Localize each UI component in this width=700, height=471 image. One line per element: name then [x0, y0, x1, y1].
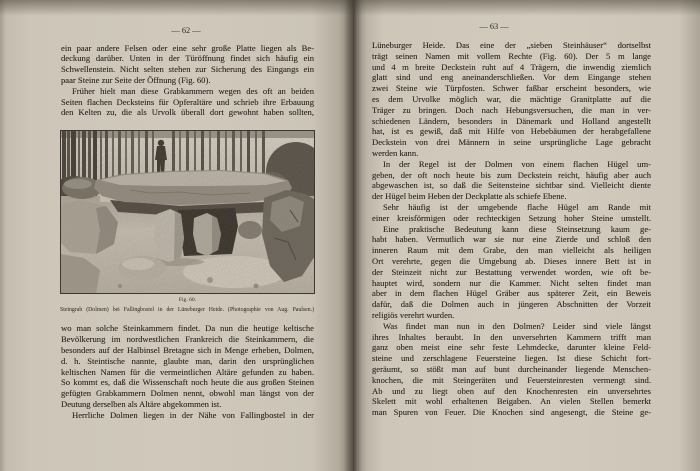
text-line: man Spuren von Feuer. Die Knochen sind angesengt, die Steine ge-	[372, 407, 651, 418]
text-line: hauptet wird, sondern nur die Kammer. Nicht selten findet man	[372, 277, 651, 288]
text-line: einer kreisförmigen oder rechteckigen Setzung hoher Steine umstellt.	[372, 212, 651, 223]
text-line: Bevölkerung im nordwestlichen Frankreich die Steinkammern, die	[61, 334, 314, 345]
text-line: Eine praktische Bedeutung kann diese Steinsetzung kaum ge-	[383, 223, 651, 234]
text-line: inneren Raum mit dem Grabe, den man vielleicht als heiligen	[372, 245, 651, 256]
dolmen-photograph	[60, 130, 315, 294]
text-line: und 4 m breite Deckstein ruht auf 4 Trägern, die inwendig ziemlich	[372, 61, 651, 72]
photo-print-texture	[60, 130, 315, 294]
text-line: Was findet man nun in den Dolmen? Leider sind viele längst	[383, 320, 651, 331]
right-text	[372, 40, 651, 418]
text-line: trägt seinen Namen mit vollem Rechte (Fig. 60). Der 5 m lange	[372, 50, 651, 61]
text-line: Ort verehrte, gegen die Umgebung ab. Dieses innere Bett ist in	[372, 255, 651, 266]
text-line: d. h. Steintische nannte, glaubte man, darin den ursprünglichen	[61, 355, 314, 366]
page-number-right: — 63 —	[479, 22, 509, 31]
text-line: Früher hielt man diese Grabkammern wegen des oft an beiden	[72, 85, 314, 96]
text-line: es dem Urvolke möglich war, die mächtige Granitplatte auf die	[372, 93, 651, 104]
figure-caption: Steingrab (Dolmen) bei Fallingbostel in der Lüneburger Heide. (Photographie von Aug. Paulsen.)	[60, 307, 314, 313]
text-line: dafür, daß die Dolmen auch in jüngeren Abschnitten der Vorzeit	[372, 299, 651, 310]
text-line: steine und zerschlagene Feuersteine liegen. Ist diese Schicht fort-	[372, 353, 651, 364]
text-line: habt haben. Vermutlich war sie nur eine Zierde und schloß den	[372, 234, 651, 245]
text-line: abgewaschen ist, so daß die Seitensteine sichtbar sind. Vielleicht diente	[372, 180, 651, 191]
text-line: der Steinzeit nicht zur Bestattung verwendet worden, wie oft be-	[372, 266, 651, 277]
text-line: den Kelten zu, die als Urvolk überall dort gewohnt haben sollten,	[61, 107, 314, 118]
text-line: ganz oben meist eine sehr feste Lehmdecke, darunter kleine Feld-	[372, 342, 651, 353]
text-line: werden kann.	[372, 147, 419, 158]
book-gutter	[344, 0, 362, 471]
text-line: Seiten flachen Decksteins für Opferaltäre und schrieb ihre Erbauung	[61, 96, 314, 107]
text-line: ihres Inhaltes beraubt. In den unversehrten Kammern trifft man	[372, 331, 651, 342]
text-line: keltischen Namen für die vermeintlichen Altäre gefunden zu haben.	[61, 366, 314, 377]
text-line: der Hügel beim Heben der Deckplatte als schiefe Ebene.	[372, 191, 567, 202]
text-line: In der Regel ist der Dolmen von einem flachen Hügel um-	[383, 158, 651, 169]
text-line: ein paar andere Felsen oder eine sehr große Platte liegen als Be-	[61, 42, 314, 53]
text-line: geräumt, so stößt man auf bunt durcheinander liegende Menschen-	[372, 363, 651, 374]
text-line: Sehr häufig ist der umgebende flache Hügel am Rande mit	[383, 201, 651, 212]
text-line: Ab und zu liegt oben auf den Knochenresten ein unversehrtes	[372, 385, 651, 396]
text-line: besonders auf der Halbinsel Bretagne sich in Menge erheben, Dolmen,	[61, 344, 314, 355]
text-line: Herrliche Dolmen liegen in der Nähe von Fallingbostel in der	[72, 409, 314, 420]
text-line: Deckstein von drei Männern in seine ursprüngliche Lage gebracht	[372, 137, 651, 148]
text-line: glatt sind und eng aneinanderschließen. Vor dem Eingange stehen	[372, 72, 651, 83]
left-text-before-figure	[61, 43, 314, 119]
left-text-after-figure	[61, 323, 314, 420]
text-line: Lüneburger Heide. Das eine der „sieben Steinhäuser“ dortselbst	[372, 40, 651, 50]
text-line: Skelett mit wohl erhaltenen Beigaben. An vielen Stellen bemerkt	[372, 396, 651, 407]
page-number-left: — 62 —	[171, 26, 201, 35]
text-line: knochen, die mit Steingeräten und Feuersteinresten vermengt sind.	[372, 374, 651, 385]
text-line: gefügten Grabkammern Dolmen nennt, obwohl man längst von der	[61, 388, 314, 399]
text-line: aber in dem flachen Hügel Gräber aus späterer Zeit, ein Beweis	[372, 288, 651, 299]
text-line: wo man solche Steinkammern findet. Da nun die heutige keltische	[61, 323, 314, 334]
text-line: Träger zu bringen. Doch nach Hebungsversuchen, die man in ver-	[372, 104, 651, 115]
text-line: zwei Steine wie Türpfosten. Schwer faßbar erscheint besonders, wie	[372, 83, 651, 94]
text-line: deckung darüber. Unten in der Türöffnung findet sich häufig ein	[61, 53, 314, 64]
text-line: Deutung derselben als Altäre abgekommen ist.	[61, 398, 222, 409]
text-line: geben, der oft noch heute bis zum Deckstein reicht, häufig aber auch	[372, 169, 651, 180]
figure-label: Fig. 60.	[178, 297, 197, 303]
text-line: schiedenen Ländern, besonders in Dänemark und Holland angestellt	[372, 115, 651, 126]
text-line: Schwellenstein. Nicht selten stehen zur Sicherung des Eingangs ein	[61, 64, 314, 75]
text-line: So kommt es, daß die Wissenschaft noch heute die aus großen Steinen	[61, 377, 314, 388]
text-line: hat, ist es gewiß, daß mit Hilfe von Hebebäumen der herabgefallene	[372, 126, 651, 137]
text-line: religiös verehrt wurden.	[372, 309, 455, 320]
figure-dolmen	[60, 130, 315, 294]
text-line: paar Steine zur Seite der Öffnung (Fig. 60).	[61, 74, 211, 85]
